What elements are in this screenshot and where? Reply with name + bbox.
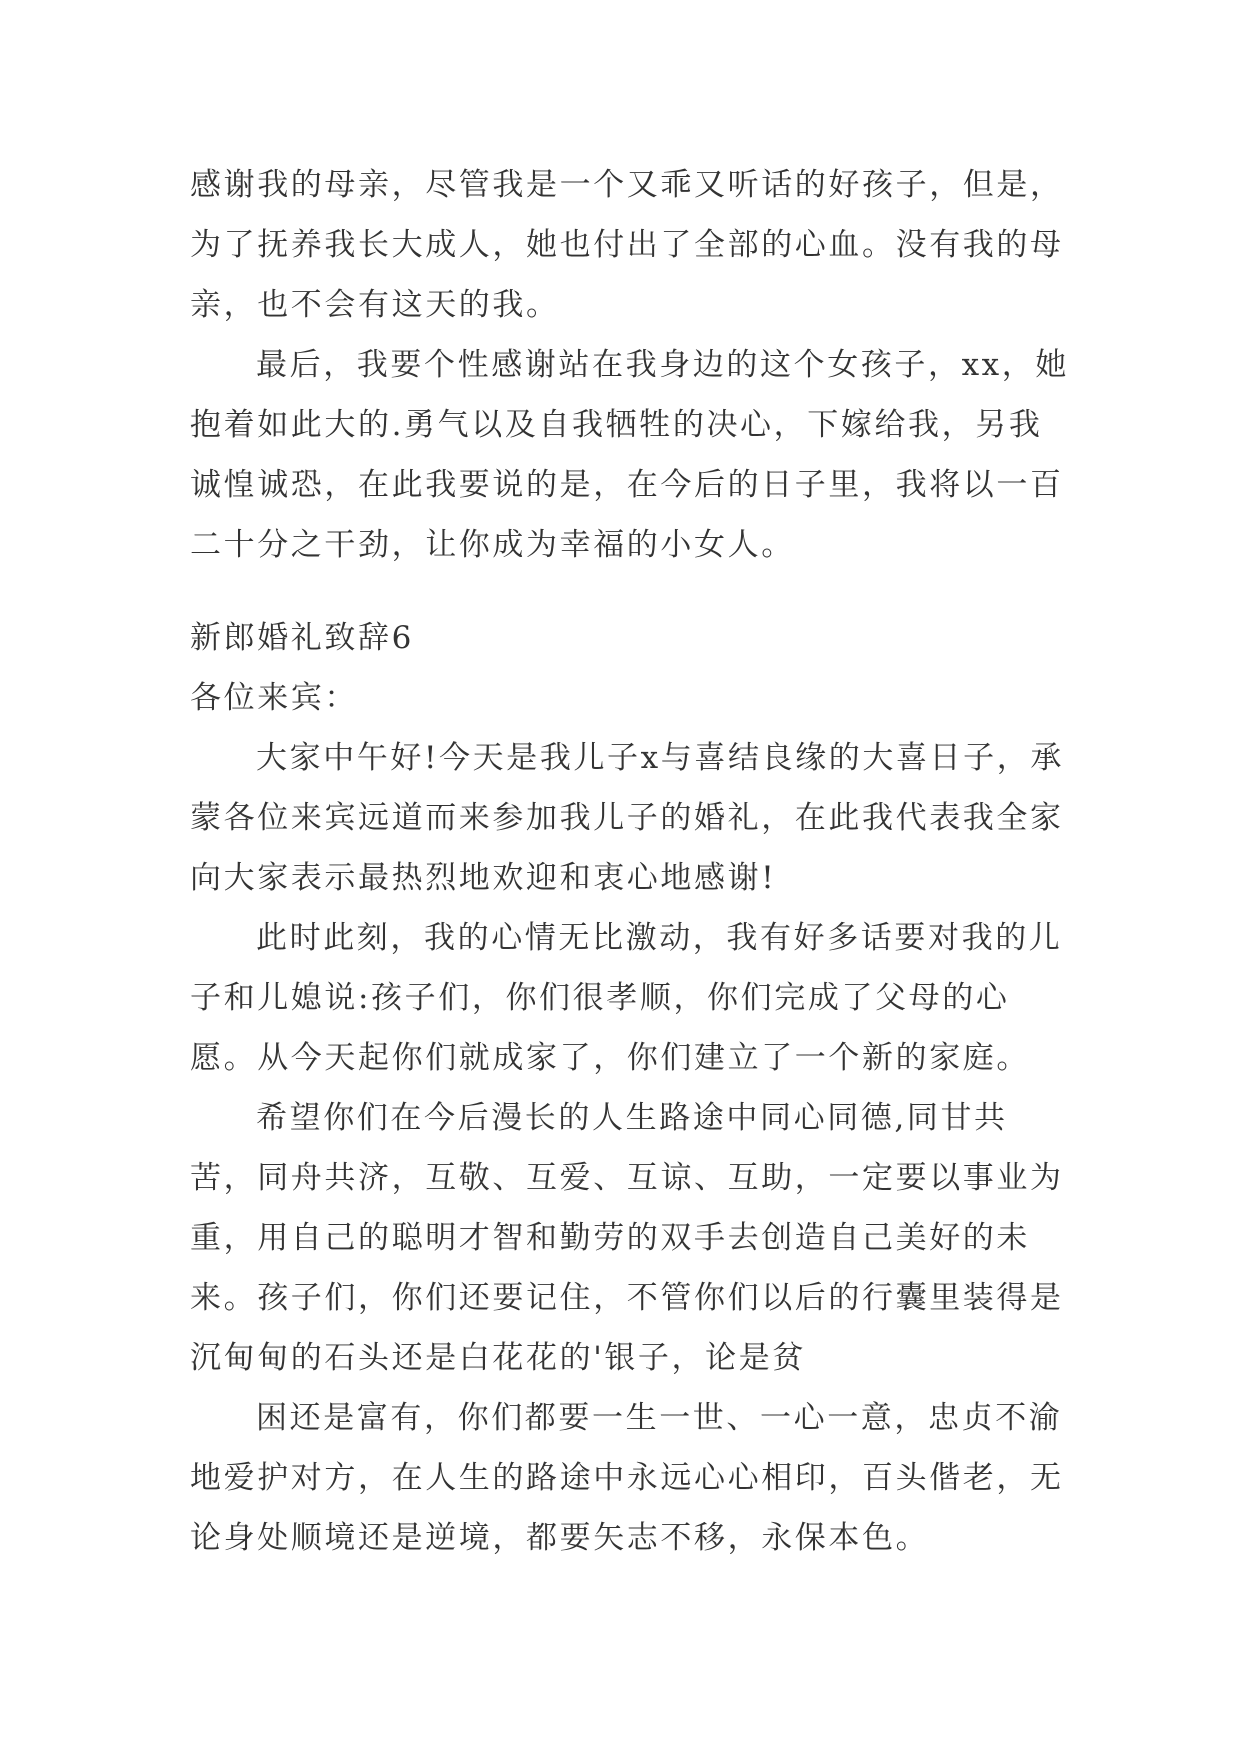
paragraph-bride-thanks: 最后，我要个性感谢站在我身边的这个女孩子，xx，她抱着如此大的.勇气以及自我牺牲的决心，下嫁给我，另我诚惶诚恐，在此我要说的是，在今后的日子里，我将以一百二十分之干劲，让你成为幸福的小女人。	[190, 347, 1069, 563]
top-text-section	[190, 155, 1070, 575]
section-title: 新郎婚礼致辞6	[190, 620, 414, 656]
paragraph-greeting: 大家中午好!今天是我儿子x与喜结良缘的大喜日子，承蒙各位来宾远道而来参加我儿子的婚礼，在此我代表我全家向大家表示最热烈地欢迎和衷心地感谢!	[190, 740, 1064, 896]
paragraph-hope: 希望你们在今后漫长的人生路途中同心同德,同甘共苦，同舟共济，互敬、互爱、互谅、互助，一定要以事业为重，用自己的聪明才智和勤劳的双手去创造自己美好的未来。孩子们，你们还要记住，不管你们以后的行囊里装得是沉甸甸的石头还是白花花的'银子，论是贫	[190, 1100, 1064, 1376]
salutation: 各位来宾：	[190, 680, 358, 716]
paragraph-emotion: 此时此刻，我的心情无比激动，我有好多话要对我的儿子和儿媳说:孩子们，你们很孝顺，你们完成了父母的心愿。从今天起你们就成家了，你们建立了一个新的家庭。	[190, 920, 1063, 1076]
speech-section	[190, 608, 1070, 1568]
paragraph-mother: 感谢我的母亲，尽管我是一个又乖又听话的好孩子，但是，为了抚养我长大成人，她也付出了全部的心血。没有我的母亲，也不会有这天的我。	[190, 167, 1064, 323]
paragraph-vow: 困还是富有，你们都要一生一世、一心一意，忠贞不渝地爱护对方，在人生的路途中永远心心相印，百头偕老，无论身处顺境还是逆境，都要矢志不移，永保本色。	[190, 1400, 1064, 1556]
